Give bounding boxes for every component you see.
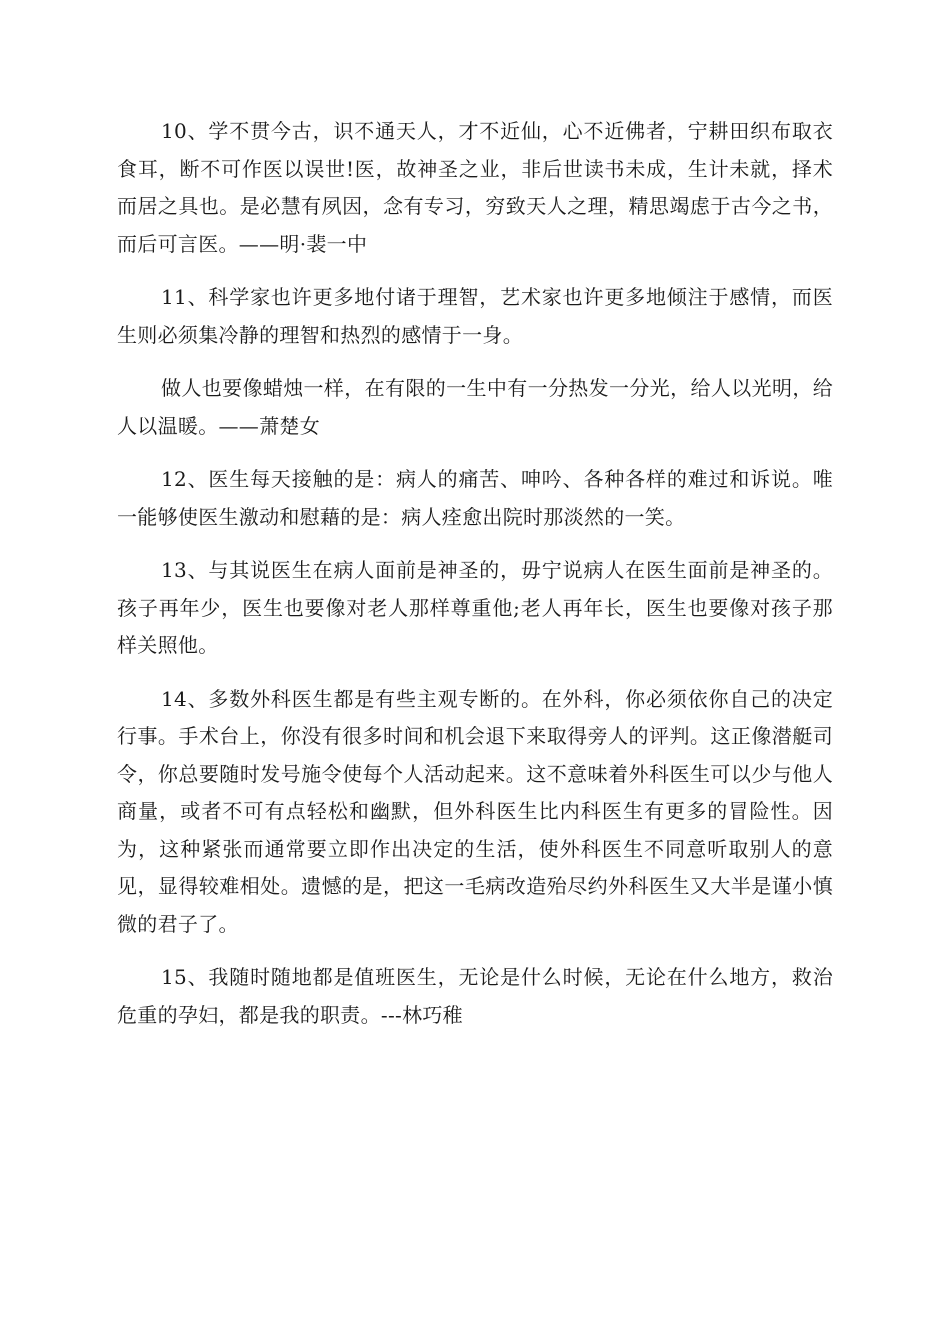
quote-paragraph-candle: 做人也要像蜡烛一样，在有限的一生中有一分热发一分光，给人以光明，给人以温暖。——萧楚女 (117, 376, 833, 438)
document-body (117, 113, 833, 1050)
quote-paragraph-12: 12、医生每天接触的是：病人的痛苦、呻吟、各种各样的难过和诉说。唯一能够使医生激动和慰藉的是：病人痊愈出院时那淡然的一笑。 (117, 467, 833, 529)
quote-paragraph-14: 14、多数外科医生都是有些主观专断的。在外科，你必须依你自己的决定行事。手术台上，你没有很多时间和机会退下来取得旁人的评判。这正像潜艇司令，你总要随时发号施令使每个人活动起来。这不意味着外科医生可以少与他人商量，或者不可有点轻松和幽默，但外科医生比内科医生有更多的冒险性。因为，这种紧张而通常要立即作出决定的生活，使外科医生不同意听取别人的意见，显得较难相处。遗憾的是，把这一毛病改造殆尽约外科医生又大半是谨小慎微的君子了。 (117, 686, 833, 936)
quote-paragraph-15: 15、我随时随地都是值班医生，无论是什么时候，无论在什么地方，救治危重的孕妇，都是我的职责。---林巧稚 (117, 965, 833, 1027)
quote-paragraph-11: 11、科学家也许更多地付诸于理智，艺术家也许更多地倾注于感情，而医生则必须集冷静的理智和热烈的感情于一身。 (117, 285, 833, 347)
quote-paragraph-10: 10、学不贯今古，识不通天人，才不近仙，心不近佛者，宁耕田织布取衣食耳，断不可作医以误世!医，故神圣之业，非后世读书未成，生计未就，择术而居之具也。是必慧有夙因，念有专习，穷致天人之理，精思竭虑于古今之书，而后可言医。——明·裴一中 (117, 119, 833, 256)
quote-paragraph-13: 13、与其说医生在病人面前是神圣的，毋宁说病人在医生面前是神圣的。孩子再年少，医生也要像对老人那样尊重他;老人再年长，医生也要像对孩子那样关照他。 (117, 558, 833, 657)
